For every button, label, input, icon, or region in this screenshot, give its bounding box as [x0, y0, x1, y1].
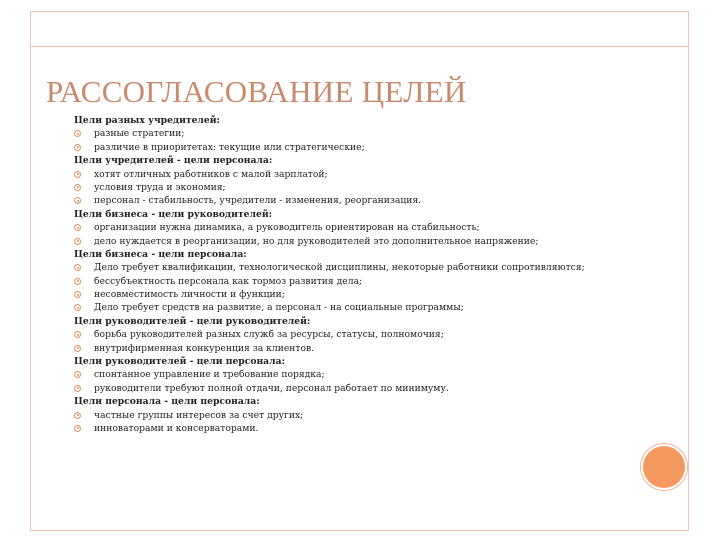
bullet-text: персонал - стабильность, учредители - изменения, реорганизация.	[94, 195, 422, 207]
bullet-text: инноваторами и консерваторами.	[94, 422, 259, 434]
bullet-marker-icon	[74, 264, 81, 271]
bullet-marker-icon	[74, 371, 81, 378]
bullet-item	[74, 410, 674, 421]
bullet-item	[74, 276, 674, 287]
bullet-marker-icon	[74, 171, 81, 178]
bullet-marker-icon	[74, 304, 81, 311]
bullet-text: хотят отличных работников с малой зарплатой;	[94, 168, 328, 180]
slide-body	[74, 115, 674, 434]
section-heading-text: Цели учредителей - цели персонала:	[74, 155, 273, 167]
section-heading	[74, 155, 674, 166]
bullet-item	[74, 169, 674, 180]
bullet-item	[74, 369, 674, 380]
decorative-circle	[643, 446, 685, 488]
bullet-text: дело нуждается в реорганизации, но для руководителей это дополнительное напряжение;	[94, 235, 539, 247]
bullet-item	[74, 182, 674, 193]
bullet-item	[74, 343, 674, 354]
bullet-item	[74, 262, 674, 273]
section-heading	[74, 316, 674, 327]
bullet-item	[74, 236, 674, 247]
bullet-marker-icon	[74, 331, 81, 338]
bullet-marker-icon	[74, 345, 81, 352]
bullet-text: частные группы интересов за счет других;	[94, 409, 304, 421]
bullet-marker-icon	[74, 224, 81, 231]
bullet-marker-icon	[74, 425, 81, 432]
bullet-text: разные стратегии;	[94, 128, 185, 140]
bullet-item	[74, 383, 674, 394]
slide-title: РАССОГЛАСОВАНИЕ ЦЕЛЕЙ	[46, 74, 467, 109]
section-heading-text: Цели персонала - цели персонала:	[74, 396, 260, 408]
bullet-marker-icon	[74, 238, 81, 245]
bullet-item	[74, 329, 674, 340]
bullet-text: руководители требуют полной отдачи, персонал работает по минимуму.	[94, 382, 449, 394]
section-heading	[74, 249, 674, 260]
section-heading	[74, 396, 674, 407]
bullet-item	[74, 195, 674, 206]
section-heading	[74, 115, 674, 126]
section-heading-text: Цели разных учредителей:	[74, 115, 220, 126]
bullet-text: борьба руководителей разных служб за ресурсы, статусы, полномочия;	[94, 329, 444, 341]
bullet-text: несовместимость личности и функции;	[94, 289, 285, 301]
bullet-marker-icon	[74, 278, 81, 285]
bullet-text: внутрифирменная конкуренция за клиентов.	[94, 342, 315, 354]
bullet-item	[74, 289, 674, 300]
bullet-text: различие в приоритетах: текущие или стратегические;	[94, 141, 365, 153]
bullet-text: бессубъектность персонала как тормоз развития дела;	[94, 275, 363, 287]
section-heading-text: Цели бизнеса - цели персонала:	[74, 248, 247, 260]
title-divider	[30, 46, 689, 47]
bullet-item	[74, 222, 674, 233]
bullet-marker-icon	[74, 130, 81, 137]
bullet-marker-icon	[74, 412, 81, 419]
section-heading	[74, 209, 674, 220]
bullet-text: Дело требует средств на развитие, а персонал - на социальные программы;	[94, 302, 464, 314]
bullet-item	[74, 302, 674, 313]
bullet-text: Дело требует квалификации, технологической дисциплины, некоторые работники сопротивляются;	[94, 262, 585, 274]
bullet-text: спонтанное управление и требование порядка;	[94, 369, 325, 381]
bullet-marker-icon	[74, 385, 81, 392]
bullet-item	[74, 142, 674, 153]
section-heading-text: Цели руководителей - цели руководителей:	[74, 315, 311, 327]
section-heading	[74, 356, 674, 367]
bullet-text: организации нужна динамика, а руководитель ориентирован на стабильность;	[94, 222, 480, 234]
bullet-text: условия труда и экономия;	[94, 181, 226, 193]
bullet-item	[74, 128, 674, 139]
section-heading-text: Цели бизнеса - цели руководителей:	[74, 208, 273, 220]
bullet-marker-icon	[74, 184, 81, 191]
section-heading-text: Цели руководителей - цели персонала:	[74, 356, 285, 368]
bullet-item	[74, 423, 674, 434]
bullet-marker-icon	[74, 291, 81, 298]
bullet-marker-icon	[74, 144, 81, 151]
bullet-marker-icon	[74, 197, 81, 204]
